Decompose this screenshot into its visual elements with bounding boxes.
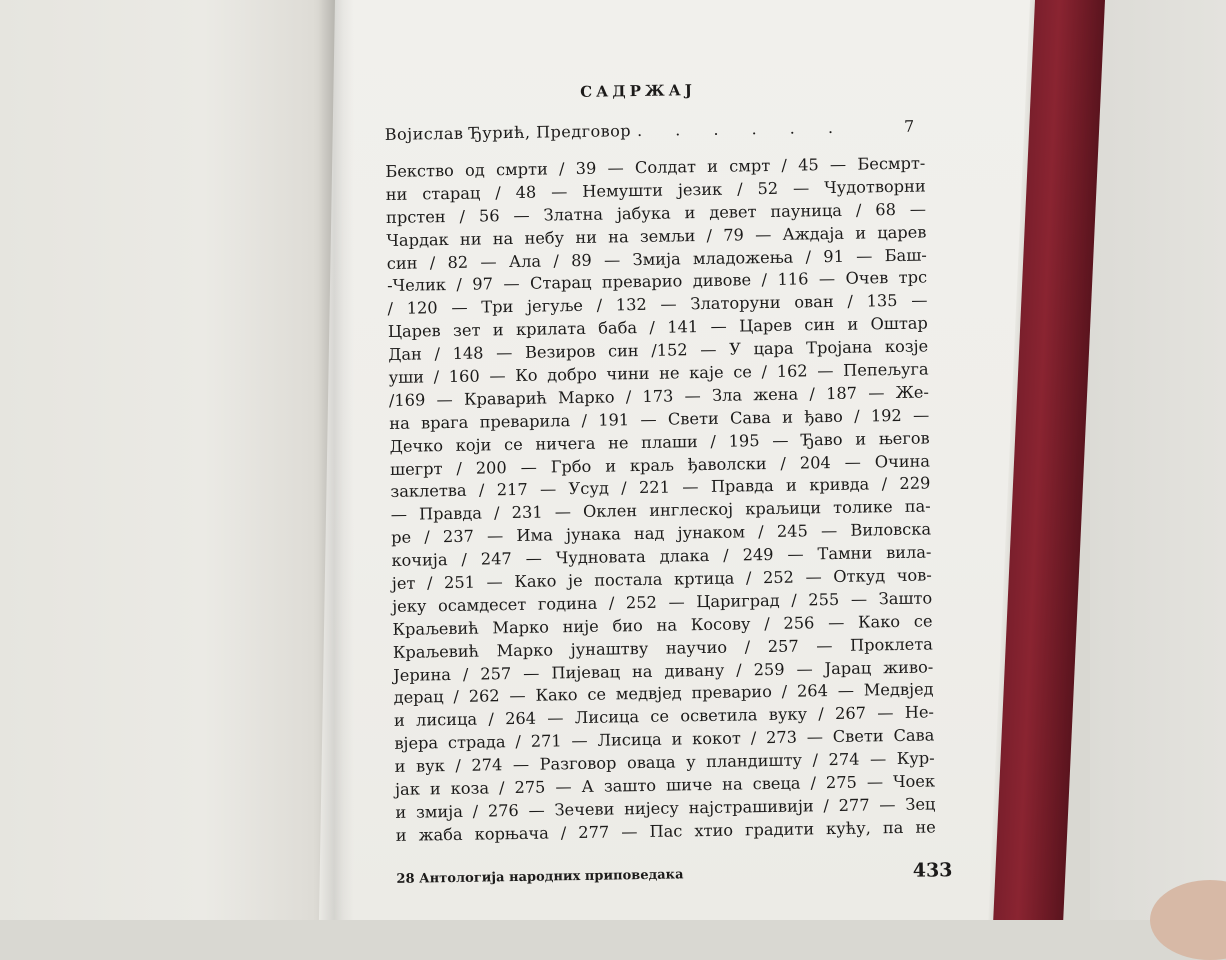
page-number: 433	[912, 859, 953, 882]
toc-line: и змија / 276 — Зечеви нијесу најстрашивији / 277 — Зец	[395, 794, 936, 822]
toc-line: Бекство од смрти / 39 — Солдат и смрт / 45 — Бесмрт-	[385, 153, 926, 181]
toc-line: -Челик / 97 — Старац преварио дивове / 116 — Очев трс	[387, 267, 928, 296]
left-page	[0, 0, 340, 920]
toc-line: уши / 160 — Ко добро чини не каје се / 162 — Пепељуга	[388, 359, 929, 387]
printer-signature: 28 Антологија народних приповедака	[396, 867, 684, 887]
toc-line: шегрт / 200 — Грбо и краљ ђаволски / 204 — Очина	[389, 451, 931, 479]
toc-line: /169 — Краварић Марко / 173 — Зла жена / 187 — Же-	[388, 382, 930, 410]
background-surface	[1090, 0, 1226, 920]
toc-line: јеку осамдесет година / 252 — Цариград / 255 — Зашто	[392, 588, 933, 616]
preface-page-number: 7	[903, 116, 915, 136]
toc-line: и жаба корњача / 277 — Пас хтио градити кућу, па не	[395, 817, 936, 845]
toc-line: и вук / 274 — Разговор оваца у пландишту / 274 — Кур-	[394, 748, 935, 777]
toc-line: дерац / 262 — Како се медвјед преварио / 264 — Медвјед	[393, 679, 934, 708]
toc-entries-paragraph	[385, 153, 936, 848]
toc-line: / 120 — Три јегуље / 132 — Златоруни ован / 135 —	[387, 290, 928, 319]
toc-line: кочија / 247 — Чудновата длака / 249 — Тамни вила-	[391, 542, 932, 571]
toc-line: јак и коза / 275 — А зашто шиче на свеца / 275 — Чоек	[394, 771, 936, 799]
toc-line: син / 82 — Ала / 89 — Змија младожења / 91 — Баш-	[386, 245, 927, 273]
table-of-contents	[384, 75, 953, 904]
toc-line: ре / 237 — Има јунака над јунаком / 245 — Виловска	[390, 519, 932, 548]
book-gutter	[318, 0, 354, 920]
toc-preface-entry	[385, 117, 915, 144]
toc-line: Дечко који се ничега не плаши / 195 — Ђаво и његов	[389, 428, 930, 456]
toc-line: заклетва / 217 — Усуд / 221 — Правда и кривда / 229	[390, 473, 931, 502]
toc-line: — Правда / 231 — Оклен инглеској краљици толике па-	[390, 496, 931, 525]
toc-line: јет / 251 — Како је постала кртица / 252 — Откуд чов-	[391, 565, 932, 593]
toc-heading: САДРЖАЈ	[580, 81, 697, 101]
toc-line: прстен / 56 — Златна јабука и девет пауница / 68 —	[385, 199, 927, 227]
toc-line: на врага преварила / 191 — Свети Сава и ђаво / 192 —	[389, 405, 930, 433]
toc-line: Дан / 148 — Везиров син /152 — У цара Тројана козје	[388, 336, 929, 365]
preface-entry-text	[385, 118, 847, 144]
toc-line: Чардак ни на небу ни на земљи / 79 — Аждаја и царев	[386, 222, 927, 250]
toc-line: Краљевић Марко није био на Косову / 256 — Како се	[392, 611, 933, 639]
toc-line: вјера страда / 271 — Лисица и кокот / 273 — Свети Сава	[394, 725, 935, 754]
toc-line: и лисица / 264 — Лисица се осветила вуку / 267 — Не-	[393, 702, 935, 731]
toc-line: Јерина / 257 — Пијевац на дивану / 259 — Јарац живо-	[393, 657, 934, 685]
toc-line: Царев зет и крилата баба / 141 — Царев син и Оштар	[387, 313, 928, 342]
preface-title: Војислав Ђурић, Предговор	[384, 121, 632, 144]
toc-line: ни старац / 48 — Немушти језик / 52 — Чудотворни	[385, 176, 926, 204]
toc-line: Краљевић Марко јунаштву научио / 257 — Проклета	[392, 634, 934, 662]
leader-dots: . . . . . .	[636, 117, 848, 141]
page-footer	[396, 859, 952, 892]
